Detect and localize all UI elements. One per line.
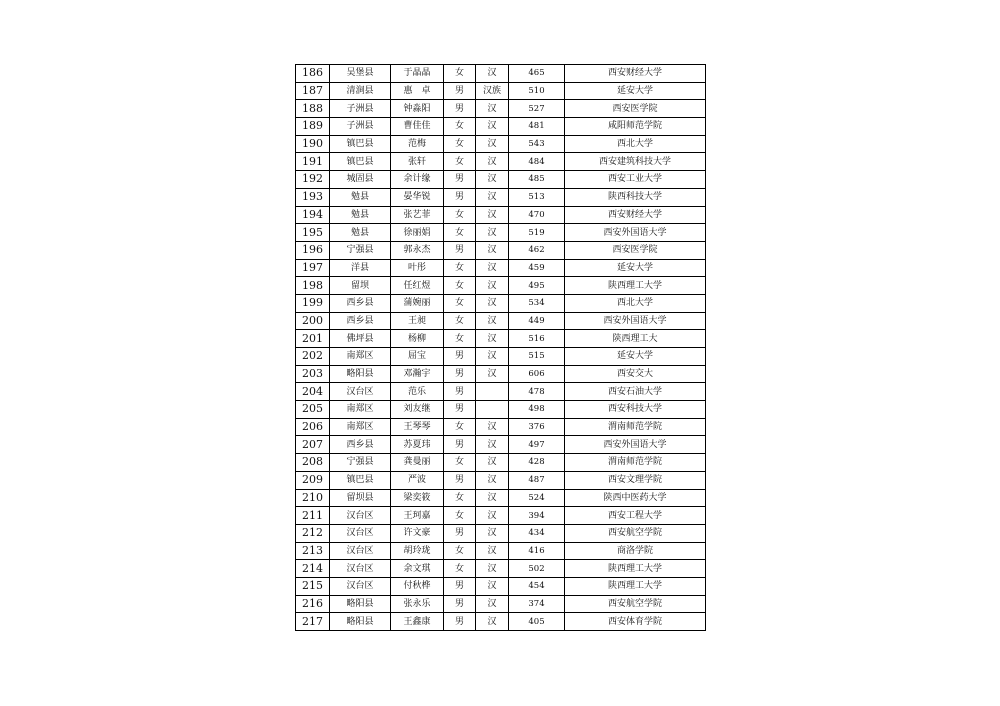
- student-name-cell: 郭永杰: [391, 241, 444, 259]
- gender-cell: 男: [444, 577, 476, 595]
- row-number-cell: 196: [296, 241, 330, 259]
- student-name-cell: 王昶: [391, 312, 444, 330]
- gender-cell: 男: [444, 188, 476, 206]
- county-cell: 清涧县: [330, 82, 391, 100]
- county-cell: 汉台区: [330, 524, 391, 542]
- county-cell: 汉台区: [330, 542, 391, 560]
- table-row: [296, 595, 706, 613]
- score-cell: 606: [509, 365, 565, 383]
- table-row: [296, 542, 706, 560]
- score-cell: 498: [509, 401, 565, 419]
- county-cell: 宁强县: [330, 241, 391, 259]
- table-row: [296, 153, 706, 171]
- university-cell: 渭南师范学院: [565, 418, 706, 436]
- university-cell: 延安大学: [565, 82, 706, 100]
- university-cell: 西安建筑科技大学: [565, 153, 706, 171]
- gender-cell: 女: [444, 330, 476, 348]
- student-name-cell: 屈宝: [391, 348, 444, 366]
- county-cell: 略阳县: [330, 365, 391, 383]
- table-row: [296, 82, 706, 100]
- county-cell: 城固县: [330, 171, 391, 189]
- university-cell: 延安大学: [565, 259, 706, 277]
- county-cell: 勉县: [330, 206, 391, 224]
- table-row: [296, 171, 706, 189]
- table-row: [296, 507, 706, 525]
- score-cell: 454: [509, 577, 565, 595]
- score-cell: 497: [509, 436, 565, 454]
- ethnicity-cell: [476, 401, 509, 419]
- student-name-cell: 于晶晶: [391, 65, 444, 83]
- ethnicity-cell: 汉: [476, 65, 509, 83]
- gender-cell: 男: [444, 471, 476, 489]
- row-number-cell: 212: [296, 524, 330, 542]
- gender-cell: 男: [444, 348, 476, 366]
- table-row: [296, 206, 706, 224]
- university-cell: 陕西理工大学: [565, 577, 706, 595]
- university-cell: 陕西理工大: [565, 330, 706, 348]
- score-cell: 481: [509, 118, 565, 136]
- ethnicity-cell: 汉: [476, 100, 509, 118]
- student-name-cell: 曹佳佳: [391, 118, 444, 136]
- ethnicity-cell: 汉: [476, 241, 509, 259]
- score-cell: 519: [509, 224, 565, 242]
- score-cell: 405: [509, 613, 565, 631]
- gender-cell: 女: [444, 65, 476, 83]
- student-name-cell: 胡玲珑: [391, 542, 444, 560]
- score-cell: 527: [509, 100, 565, 118]
- row-number-cell: 209: [296, 471, 330, 489]
- ethnicity-cell: [476, 383, 509, 401]
- gender-cell: 女: [444, 206, 476, 224]
- table-row: [296, 560, 706, 578]
- ethnicity-cell: 汉: [476, 365, 509, 383]
- gender-cell: 女: [444, 224, 476, 242]
- table-row: [296, 330, 706, 348]
- university-cell: 西北大学: [565, 135, 706, 153]
- university-cell: 西安财经大学: [565, 65, 706, 83]
- gender-cell: 男: [444, 241, 476, 259]
- gender-cell: 男: [444, 171, 476, 189]
- gender-cell: 男: [444, 365, 476, 383]
- ethnicity-cell: 汉: [476, 454, 509, 472]
- score-cell: 449: [509, 312, 565, 330]
- score-cell: 376: [509, 418, 565, 436]
- student-name-cell: 任红煜: [391, 277, 444, 295]
- county-cell: 南郑区: [330, 348, 391, 366]
- table-row: [296, 294, 706, 312]
- gender-cell: 男: [444, 82, 476, 100]
- ethnicity-cell: 汉: [476, 613, 509, 631]
- table-row: [296, 135, 706, 153]
- table-row: [296, 401, 706, 419]
- county-cell: 西乡县: [330, 294, 391, 312]
- student-name-cell: 严波: [391, 471, 444, 489]
- row-number-cell: 206: [296, 418, 330, 436]
- county-cell: 留坝县: [330, 489, 391, 507]
- score-cell: 487: [509, 471, 565, 489]
- gender-cell: 女: [444, 560, 476, 578]
- student-name-cell: 王琴琴: [391, 418, 444, 436]
- table-row: [296, 259, 706, 277]
- county-cell: 南郑区: [330, 401, 391, 419]
- university-cell: 西安科技大学: [565, 401, 706, 419]
- county-cell: 略阳县: [330, 613, 391, 631]
- student-name-cell: 梁奕筱: [391, 489, 444, 507]
- university-cell: 西安航空学院: [565, 595, 706, 613]
- student-name-cell: 龚曼丽: [391, 454, 444, 472]
- ethnicity-cell: 汉: [476, 542, 509, 560]
- ethnicity-cell: 汉: [476, 507, 509, 525]
- gender-cell: 女: [444, 135, 476, 153]
- ethnicity-cell: 汉: [476, 577, 509, 595]
- row-number-cell: 193: [296, 188, 330, 206]
- ethnicity-cell: 汉: [476, 595, 509, 613]
- ethnicity-cell: 汉: [476, 259, 509, 277]
- university-cell: 陕西理工大学: [565, 560, 706, 578]
- score-cell: 513: [509, 188, 565, 206]
- table-row: [296, 613, 706, 631]
- university-cell: 西安医学院: [565, 241, 706, 259]
- score-cell: 484: [509, 153, 565, 171]
- row-number-cell: 190: [296, 135, 330, 153]
- score-cell: 478: [509, 383, 565, 401]
- gender-cell: 男: [444, 436, 476, 454]
- score-cell: 428: [509, 454, 565, 472]
- table-row: [296, 100, 706, 118]
- county-cell: 汉台区: [330, 560, 391, 578]
- university-cell: 陕西理工大学: [565, 277, 706, 295]
- ethnicity-cell: 汉: [476, 153, 509, 171]
- score-cell: 374: [509, 595, 565, 613]
- university-cell: 西安文理学院: [565, 471, 706, 489]
- county-cell: 西乡县: [330, 312, 391, 330]
- county-cell: 汉台区: [330, 577, 391, 595]
- score-cell: 434: [509, 524, 565, 542]
- student-name-cell: 晏华锐: [391, 188, 444, 206]
- score-cell: 534: [509, 294, 565, 312]
- row-number-cell: 203: [296, 365, 330, 383]
- gender-cell: 男: [444, 100, 476, 118]
- ethnicity-cell: 汉: [476, 489, 509, 507]
- ethnicity-cell: 汉: [476, 348, 509, 366]
- ethnicity-cell: 汉: [476, 171, 509, 189]
- student-name-cell: 范梅: [391, 135, 444, 153]
- student-name-cell: 张永乐: [391, 595, 444, 613]
- ethnicity-cell: 汉: [476, 418, 509, 436]
- student-name-cell: 范乐: [391, 383, 444, 401]
- student-name-cell: 杨柳: [391, 330, 444, 348]
- gender-cell: 女: [444, 489, 476, 507]
- student-name-cell: 张艺菲: [391, 206, 444, 224]
- university-cell: 西安外国语大学: [565, 312, 706, 330]
- county-cell: 勉县: [330, 224, 391, 242]
- ethnicity-cell: 汉: [476, 436, 509, 454]
- score-cell: 510: [509, 82, 565, 100]
- ethnicity-cell: 汉族: [476, 82, 509, 100]
- score-cell: 465: [509, 65, 565, 83]
- row-number-cell: 189: [296, 118, 330, 136]
- ethnicity-cell: 汉: [476, 524, 509, 542]
- gender-cell: 女: [444, 153, 476, 171]
- county-cell: 汉台区: [330, 383, 391, 401]
- student-name-cell: 叶彤: [391, 259, 444, 277]
- county-cell: 勉县: [330, 188, 391, 206]
- ethnicity-cell: 汉: [476, 135, 509, 153]
- student-name-cell: 蒲婉丽: [391, 294, 444, 312]
- student-table: [295, 64, 706, 631]
- university-cell: 西安外国语大学: [565, 224, 706, 242]
- table-row: [296, 524, 706, 542]
- ethnicity-cell: 汉: [476, 118, 509, 136]
- student-name-cell: 邓瀚宇: [391, 365, 444, 383]
- table-row: [296, 224, 706, 242]
- table-row: [296, 365, 706, 383]
- county-cell: 吴堡县: [330, 65, 391, 83]
- table-row: [296, 277, 706, 295]
- county-cell: 南郑区: [330, 418, 391, 436]
- gender-cell: 男: [444, 401, 476, 419]
- gender-cell: 女: [444, 118, 476, 136]
- score-cell: 394: [509, 507, 565, 525]
- table-row: [296, 471, 706, 489]
- gender-cell: 女: [444, 418, 476, 436]
- county-cell: 略阳县: [330, 595, 391, 613]
- student-name-cell: 许文豪: [391, 524, 444, 542]
- score-cell: 462: [509, 241, 565, 259]
- row-number-cell: 200: [296, 312, 330, 330]
- university-cell: 西安医学院: [565, 100, 706, 118]
- student-name-cell: 余计缘: [391, 171, 444, 189]
- row-number-cell: 217: [296, 613, 330, 631]
- row-number-cell: 198: [296, 277, 330, 295]
- county-cell: 镇巴县: [330, 153, 391, 171]
- row-number-cell: 207: [296, 436, 330, 454]
- county-cell: 洋县: [330, 259, 391, 277]
- student-name-cell: 钟淼阳: [391, 100, 444, 118]
- score-cell: 495: [509, 277, 565, 295]
- row-number-cell: 202: [296, 348, 330, 366]
- gender-cell: 女: [444, 454, 476, 472]
- student-name-cell: 王鑫康: [391, 613, 444, 631]
- university-cell: 陕西科技大学: [565, 188, 706, 206]
- student-name-cell: 刘友继: [391, 401, 444, 419]
- table-row: [296, 348, 706, 366]
- gender-cell: 女: [444, 312, 476, 330]
- university-cell: 西安交大: [565, 365, 706, 383]
- student-name-cell: 余文琪: [391, 560, 444, 578]
- student-name-cell: 付秋桦: [391, 577, 444, 595]
- student-name-cell: 苏夏玮: [391, 436, 444, 454]
- table-row: [296, 65, 706, 83]
- table-row: [296, 489, 706, 507]
- row-number-cell: 205: [296, 401, 330, 419]
- county-cell: 镇巴县: [330, 135, 391, 153]
- row-number-cell: 188: [296, 100, 330, 118]
- gender-cell: 女: [444, 277, 476, 295]
- university-cell: 陕西中医药大学: [565, 489, 706, 507]
- ethnicity-cell: 汉: [476, 294, 509, 312]
- gender-cell: 男: [444, 595, 476, 613]
- gender-cell: 女: [444, 294, 476, 312]
- table-row: [296, 241, 706, 259]
- table-row: [296, 436, 706, 454]
- row-number-cell: 210: [296, 489, 330, 507]
- row-number-cell: 208: [296, 454, 330, 472]
- row-number-cell: 211: [296, 507, 330, 525]
- gender-cell: 女: [444, 507, 476, 525]
- row-number-cell: 197: [296, 259, 330, 277]
- score-cell: 470: [509, 206, 565, 224]
- county-cell: 宁强县: [330, 454, 391, 472]
- ethnicity-cell: 汉: [476, 330, 509, 348]
- table-row: [296, 383, 706, 401]
- ethnicity-cell: 汉: [476, 277, 509, 295]
- ethnicity-cell: 汉: [476, 312, 509, 330]
- student-name-cell: 惠 卓: [391, 82, 444, 100]
- student-name-cell: 张轩: [391, 153, 444, 171]
- county-cell: 佛坪县: [330, 330, 391, 348]
- ethnicity-cell: 汉: [476, 224, 509, 242]
- county-cell: 留坝: [330, 277, 391, 295]
- row-number-cell: 192: [296, 171, 330, 189]
- table-row: [296, 312, 706, 330]
- county-cell: 西乡县: [330, 436, 391, 454]
- row-number-cell: 186: [296, 65, 330, 83]
- row-number-cell: 187: [296, 82, 330, 100]
- row-number-cell: 195: [296, 224, 330, 242]
- university-cell: 商洛学院: [565, 542, 706, 560]
- row-number-cell: 204: [296, 383, 330, 401]
- row-number-cell: 214: [296, 560, 330, 578]
- row-number-cell: 194: [296, 206, 330, 224]
- table-row: [296, 418, 706, 436]
- university-cell: 西北大学: [565, 294, 706, 312]
- university-cell: 延安大学: [565, 348, 706, 366]
- ethnicity-cell: 汉: [476, 206, 509, 224]
- score-cell: 459: [509, 259, 565, 277]
- university-cell: 西安工程大学: [565, 507, 706, 525]
- gender-cell: 女: [444, 259, 476, 277]
- table-row: [296, 454, 706, 472]
- row-number-cell: 215: [296, 577, 330, 595]
- student-name-cell: 王珂嘉: [391, 507, 444, 525]
- university-cell: 西安外国语大学: [565, 436, 706, 454]
- university-cell: 西安工业大学: [565, 171, 706, 189]
- university-cell: 西安财经大学: [565, 206, 706, 224]
- gender-cell: 男: [444, 613, 476, 631]
- university-cell: 咸阳师范学院: [565, 118, 706, 136]
- ethnicity-cell: 汉: [476, 471, 509, 489]
- gender-cell: 男: [444, 524, 476, 542]
- ethnicity-cell: 汉: [476, 560, 509, 578]
- score-cell: 416: [509, 542, 565, 560]
- score-cell: 516: [509, 330, 565, 348]
- table-row: [296, 188, 706, 206]
- county-cell: 子洲县: [330, 118, 391, 136]
- score-cell: 485: [509, 171, 565, 189]
- university-cell: 西安石油大学: [565, 383, 706, 401]
- table-row: [296, 118, 706, 136]
- row-number-cell: 216: [296, 595, 330, 613]
- gender-cell: 男: [444, 383, 476, 401]
- ethnicity-cell: 汉: [476, 188, 509, 206]
- county-cell: 子洲县: [330, 100, 391, 118]
- university-cell: 渭南师范学院: [565, 454, 706, 472]
- table-row: [296, 577, 706, 595]
- county-cell: 汉台区: [330, 507, 391, 525]
- university-cell: 西安体育学院: [565, 613, 706, 631]
- student-name-cell: 徐丽娟: [391, 224, 444, 242]
- score-cell: 502: [509, 560, 565, 578]
- score-cell: 515: [509, 348, 565, 366]
- row-number-cell: 201: [296, 330, 330, 348]
- county-cell: 镇巴县: [330, 471, 391, 489]
- score-cell: 524: [509, 489, 565, 507]
- row-number-cell: 191: [296, 153, 330, 171]
- university-cell: 西安航空学院: [565, 524, 706, 542]
- score-cell: 543: [509, 135, 565, 153]
- gender-cell: 女: [444, 542, 476, 560]
- row-number-cell: 199: [296, 294, 330, 312]
- row-number-cell: 213: [296, 542, 330, 560]
